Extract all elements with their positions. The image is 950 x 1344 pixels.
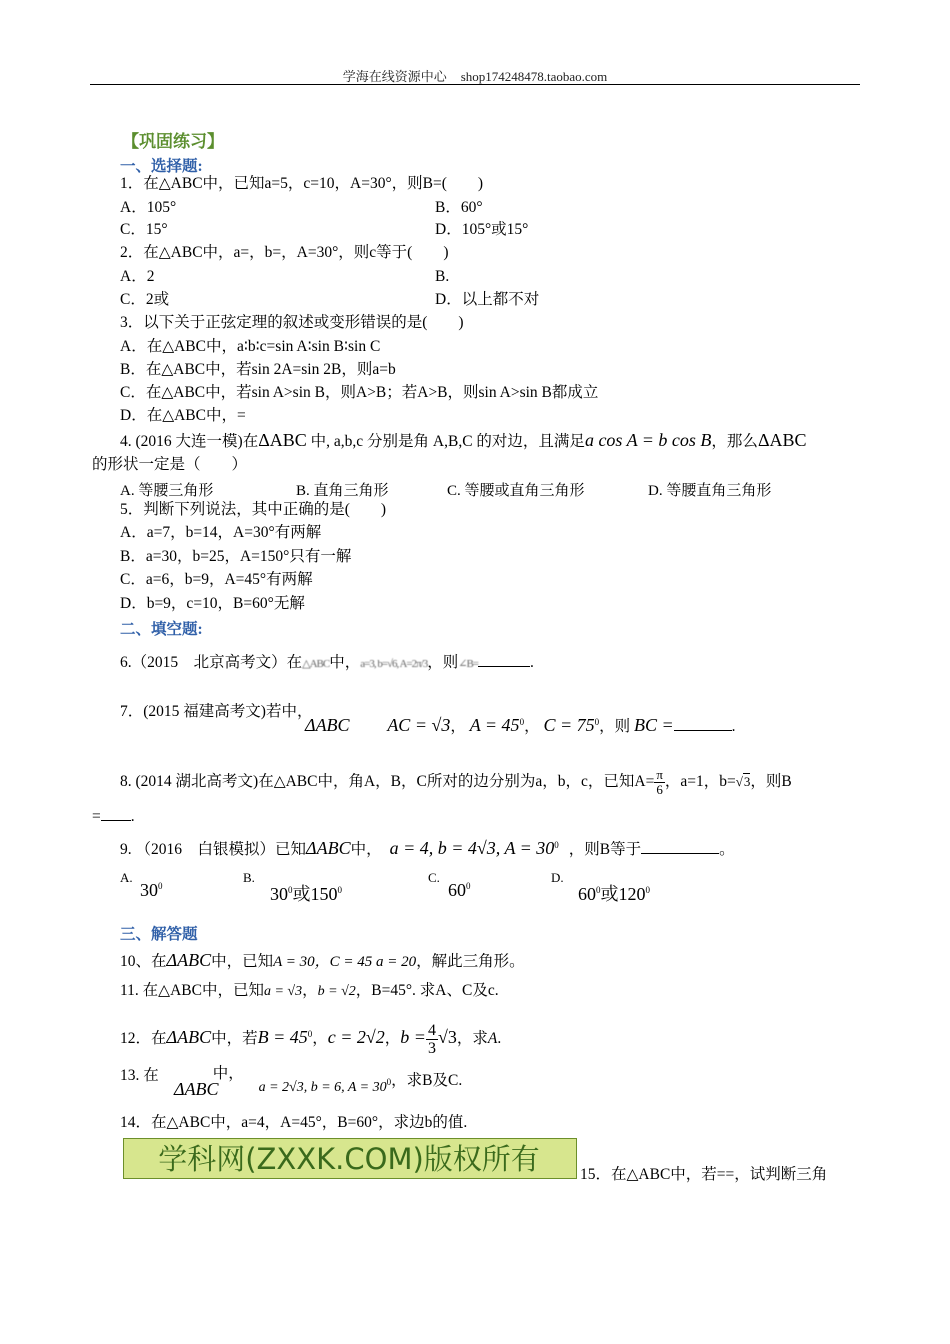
q7-tail: . <box>731 718 736 736</box>
q12-num: 4 <box>427 1022 436 1039</box>
q9-option-b-value: $30^0$或$150^0$ <box>270 884 342 904</box>
watermark-text: 学科网(ZXXK.COM)版权所有 <box>158 1142 540 1176</box>
q10-end: ，解此三角形。 <box>416 953 525 970</box>
q7-triangle: ΔABC <box>305 715 350 736</box>
q4-option-d: D. 等腰直角三角形 <box>648 483 772 499</box>
q5-option-a: A．a=7，b=14，A=30°有两解 <box>120 524 322 541</box>
q2-stem: 2．在△ABC中，a=，b=，A=30°，则c等于( ) <box>120 244 449 261</box>
q9-condition: a = 4, b = 4√3, A = 30 <box>389 838 555 859</box>
q9-option-a-value: $30^0$ <box>140 880 163 900</box>
q9-option-b-label: B. <box>243 870 255 885</box>
q11-b: b = √2 <box>317 984 356 999</box>
q6-prefix: 6.（2015 北京高考文）在 <box>120 654 303 671</box>
q12-side-b: b = <box>400 1027 426 1048</box>
q10-condition: A = 30，C = 45 a = 20 <box>273 954 417 970</box>
q7-prefix: 7．(2015 福建高考文)若 <box>120 703 282 720</box>
q13-mid: 中， <box>212 1065 244 1082</box>
q9: 9. （2016 白银模拟）已知ΔABC中， a = 4, b = 4√3, $A = 30^0$ ，则B等于 。 <box>120 838 735 859</box>
q7-mid: 中， <box>281 703 313 720</box>
q4-triangle: ΔABC <box>258 430 307 450</box>
q4-stem <box>120 430 807 452</box>
q12-mid: 中，若 <box>211 1030 258 1048</box>
q6-ask-image: ∠B= <box>458 658 478 670</box>
header-left: 学海在线资源中心 <box>342 69 447 84</box>
q12-end: ，求 <box>456 1030 488 1048</box>
q8-mid: ，a=1，b= <box>664 773 736 791</box>
q12-fraction <box>426 1022 438 1057</box>
q9-option-a-label: A. <box>120 870 133 885</box>
q6 <box>120 652 534 674</box>
page-header <box>0 66 950 85</box>
q3-option-d: D．在△ABC中，= <box>120 407 246 424</box>
q4-stem-3: ，那么 <box>711 433 758 450</box>
q9-mid: 中， <box>350 841 382 859</box>
q4-stem-2: 中, a,b,c 分别是角 A,B,C 的对边，且满足 <box>310 433 585 450</box>
q9-end: ，则B等于 <box>568 841 642 859</box>
q8-eq: = <box>92 808 101 825</box>
copyright-watermark <box>123 1138 577 1179</box>
q8-line2 <box>92 806 135 827</box>
q8-six: 6 <box>656 782 663 797</box>
header-rule <box>90 84 860 85</box>
q9-option-d-value: $60^0$或$120^0$ <box>578 884 650 904</box>
q1-option-a: A．105° <box>120 199 177 216</box>
q8-answer-blank[interactable] <box>101 806 131 821</box>
q4-condition: a cos A = b cos B <box>584 430 712 450</box>
q15: 15．在△ABC中，若==，试判断三角 <box>580 1166 828 1183</box>
q12-tail: . <box>497 1030 502 1048</box>
q1-option-b: B．60° <box>435 199 483 216</box>
section-choice: 一、选择题: <box>120 158 203 175</box>
q4-option-b: B. 直角三角形 <box>296 483 389 499</box>
q8-line1: 8. (2014 湖北高考文)在△ABC中，角A，B，C所对的边分别为a，b，c，已知A= $\frac{\pi}{6}$ ，a=1，b=√3，则B <box>120 767 792 797</box>
q7-ac: AC = √3 <box>387 715 451 736</box>
q8-fraction <box>654 768 665 797</box>
section-solve: 三、解答题 <box>120 926 198 943</box>
q6-tail: . <box>530 654 534 671</box>
q13-condition: a = 2√3, b = 6, A = 30 <box>258 1080 387 1096</box>
q9-option-c-label: C. <box>428 870 440 885</box>
q13-math: ΔABC a = 2√3, b = 6, $A = 30^0$，求B及C. <box>174 1072 463 1100</box>
q7 <box>120 702 312 722</box>
q5-option-c: C．a=6，b=9，A=45°有两解 <box>120 571 313 588</box>
q7-math: ΔABC AC = √3， $A = 45^0$， $C = 75^0$，则 BC = . <box>305 715 736 736</box>
q9-option-d-label: D. <box>551 870 564 885</box>
q6-triangle-image: △ABC <box>302 658 330 670</box>
q5-stem: 5．判断下列说法，其中正确的是( ) <box>120 501 387 518</box>
q3-option-c: C．在△ABC中，若sin A>sin B，则A>B；若A>B，则sin A>sin B都成立 <box>120 384 599 401</box>
q7-then: ，则 <box>599 718 631 736</box>
q10-triangle: ΔABC <box>166 950 212 970</box>
q11: 11. 在△ABC中，已知a = √3，b = √2，B=45°. 求A、C及c. <box>120 982 499 999</box>
q1-option-d: D．105°或15° <box>435 221 529 238</box>
q11-end: ，B=45°. 求A、C及c. <box>355 982 499 999</box>
q6-conditions-image: a=3, b=√6, A=2π/3 <box>360 658 428 670</box>
q5-option-b: B．a=30，b=25，A=150°只有一解 <box>120 548 352 565</box>
q4-triangle-2: ΔABC <box>757 430 807 450</box>
q11-text: 11. 在△ABC中，已知 <box>120 982 264 999</box>
q12-side-c: c = 2√2 <box>327 1027 385 1048</box>
q12-triangle: ΔABC <box>166 1027 212 1048</box>
q7-angle-c: C = 75 <box>543 715 595 736</box>
q5-option-d: D．b=9，c=10，B=60°无解 <box>120 595 305 612</box>
q9-answer-blank[interactable] <box>641 839 719 854</box>
q2-option-b: B. <box>435 268 450 285</box>
q6-end: ，则 <box>427 654 459 671</box>
q13-triangle: ΔABC <box>174 1079 219 1100</box>
q6-mid: 中， <box>329 654 361 671</box>
q2-option-a: A．2 <box>120 268 155 285</box>
q3-option-a: A．在△ABC中，a∶b∶c=sin A∶sin B∶sin C <box>120 338 381 355</box>
q10-mid: 中，已知 <box>211 953 274 970</box>
q12-ask: A <box>487 1030 498 1048</box>
q10-text: 10、在 <box>120 953 167 970</box>
q4-option-c: C. 等腰或直角三角形 <box>447 483 585 499</box>
header-right: shop174248478.taobao.com <box>460 69 608 84</box>
q14: 14．在△ABC中，a=4，A=45°，B=60°，求边b的值. <box>120 1114 468 1131</box>
q7-bc: BC = <box>634 715 674 736</box>
q8-end: ，则B <box>750 773 792 791</box>
q8-pi: π <box>656 767 663 782</box>
q13-text: 13. 在 <box>120 1067 159 1084</box>
q2-option-d: D．以上都不对 <box>435 291 540 308</box>
q4-stem-1: 4. (2016 大连一模)在 <box>120 433 259 450</box>
q6-answer-blank[interactable] <box>478 652 530 667</box>
q9-prefix: 9. （2016 白银模拟）已知 <box>120 841 307 859</box>
q13-end: ，求B及C. <box>391 1072 463 1090</box>
q11-a: a = √3 <box>263 984 303 999</box>
q8-tail: . <box>130 808 135 825</box>
q3-option-b: B．在△ABC中，若sin 2A=sin 2B，则a=b <box>120 361 396 378</box>
section-title: 【巩固练习】 <box>122 132 224 151</box>
q4-stem-cont: 的形状一定是（ ） <box>92 456 248 473</box>
q9-tail: 。 <box>719 841 735 859</box>
q12-den: 3 <box>427 1040 436 1057</box>
q9-triangle: ΔABC <box>306 838 351 859</box>
q7-angle-a: A = 45 <box>469 715 520 736</box>
q12-text: 12．在 <box>120 1030 167 1048</box>
q10 <box>120 950 525 972</box>
q12-root: √3 <box>437 1027 457 1048</box>
q1-stem: 1．在△ABC中，已知a=5，c=10，A=30°，则B=( ) <box>120 175 484 192</box>
section-fill: 二、填空题: <box>120 621 203 638</box>
q2-option-c: C．2或 <box>120 291 170 308</box>
q12-angle-b: B = 45 <box>257 1027 308 1048</box>
q7-answer-blank[interactable] <box>674 716 732 731</box>
q1-option-c: C．15° <box>120 221 168 238</box>
q8-root: 3 <box>743 774 751 790</box>
q8-text: 8. (2014 湖北高考文)在△ABC中，角A，B，C所对的边分别为a，b，c，已知A= <box>120 773 655 791</box>
q4-option-a: A. 等腰三角形 <box>120 483 214 499</box>
q9-option-c-value: $60^0$ <box>448 880 471 900</box>
q12: 12．在ΔABC中，若$B = 45^0$，c = 2√2，b = $\frac{4}{3}$ √3，求A. <box>120 1022 502 1057</box>
q3-stem: 3．以下关于正弦定理的叙述或变形错误的是( ) <box>120 314 464 331</box>
